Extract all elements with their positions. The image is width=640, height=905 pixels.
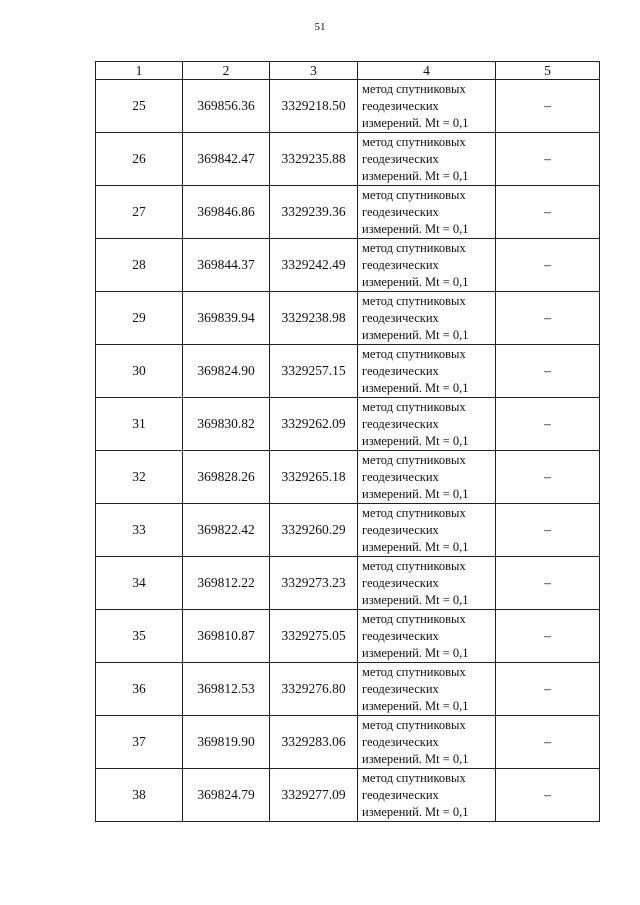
method-line: метод спутниковых — [362, 452, 466, 467]
table-row — [96, 133, 600, 186]
method-cell — [358, 610, 496, 663]
y-coordinate-cell: 3329265.18 — [270, 451, 358, 504]
method-line: метод спутниковых — [362, 717, 466, 732]
accuracy-dash-cell: – — [496, 716, 600, 769]
y-coordinate-cell: 3329262.09 — [270, 398, 358, 451]
y-coordinate-cell: 3329275.05 — [270, 610, 358, 663]
point-number-cell: 25 — [96, 80, 183, 133]
y-coordinate-cell: 3329218.50 — [270, 80, 358, 133]
method-cell — [358, 186, 496, 239]
accuracy-dash-cell: – — [496, 186, 600, 239]
table-row — [96, 663, 600, 716]
point-number-cell: 37 — [96, 716, 183, 769]
method-cell — [358, 663, 496, 716]
method-line: геодезических — [362, 257, 439, 272]
table-row — [96, 292, 600, 345]
x-coordinate-cell: 369839.94 — [183, 292, 270, 345]
point-number-cell: 38 — [96, 769, 183, 822]
method-line: метод спутниковых — [362, 770, 466, 785]
method-cell — [358, 504, 496, 557]
accuracy-dash-cell: – — [496, 504, 600, 557]
point-number-cell: 26 — [96, 133, 183, 186]
table-row — [96, 80, 600, 133]
x-coordinate-cell: 369812.22 — [183, 557, 270, 610]
table-row — [96, 716, 600, 769]
method-line: метод спутниковых — [362, 240, 466, 255]
method-line: измерений. Mt = 0,1 — [362, 168, 469, 183]
table-row — [96, 451, 600, 504]
accuracy-dash-cell: – — [496, 610, 600, 663]
y-coordinate-cell: 3329238.98 — [270, 292, 358, 345]
x-coordinate-cell: 369846.86 — [183, 186, 270, 239]
table-row — [96, 186, 600, 239]
method-line: геодезических — [362, 310, 439, 325]
method-line: измерений. Mt = 0,1 — [362, 592, 469, 607]
method-line: измерений. Mt = 0,1 — [362, 115, 469, 130]
x-coordinate-cell: 369844.37 — [183, 239, 270, 292]
x-coordinate-cell: 369824.79 — [183, 769, 270, 822]
table-row — [96, 769, 600, 822]
point-number-cell: 28 — [96, 239, 183, 292]
method-line: измерений. Mt = 0,1 — [362, 486, 469, 501]
y-coordinate-cell: 3329276.80 — [270, 663, 358, 716]
accuracy-dash-cell: – — [496, 398, 600, 451]
method-line: метод спутниковых — [362, 664, 466, 679]
accuracy-dash-cell: – — [496, 133, 600, 186]
point-number-cell: 29 — [96, 292, 183, 345]
x-coordinate-cell: 369828.26 — [183, 451, 270, 504]
x-coordinate-cell: 369856.36 — [183, 80, 270, 133]
method-line: метод спутниковых — [362, 558, 466, 573]
accuracy-dash-cell: – — [496, 345, 600, 398]
method-cell — [358, 292, 496, 345]
method-line: метод спутниковых — [362, 346, 466, 361]
coordinates-table — [95, 61, 600, 822]
y-coordinate-cell: 3329283.06 — [270, 716, 358, 769]
table-row — [96, 557, 600, 610]
accuracy-dash-cell: – — [496, 451, 600, 504]
method-line: геодезических — [362, 628, 439, 643]
x-coordinate-cell: 369824.90 — [183, 345, 270, 398]
method-line: геодезических — [362, 363, 439, 378]
accuracy-dash-cell: – — [496, 239, 600, 292]
method-cell — [358, 80, 496, 133]
method-cell — [358, 557, 496, 610]
method-line: измерений. Mt = 0,1 — [362, 645, 469, 660]
header-col-4: 4 — [358, 62, 496, 80]
method-line: геодезических — [362, 575, 439, 590]
y-coordinate-cell: 3329277.09 — [270, 769, 358, 822]
accuracy-dash-cell: – — [496, 769, 600, 822]
y-coordinate-cell: 3329257.15 — [270, 345, 358, 398]
method-line: метод спутниковых — [362, 611, 466, 626]
x-coordinate-cell: 369810.87 — [183, 610, 270, 663]
point-number-cell: 35 — [96, 610, 183, 663]
x-coordinate-cell: 369830.82 — [183, 398, 270, 451]
x-coordinate-cell: 369842.47 — [183, 133, 270, 186]
accuracy-dash-cell: – — [496, 80, 600, 133]
header-col-3: 3 — [270, 62, 358, 80]
method-line: измерений. Mt = 0,1 — [362, 274, 469, 289]
accuracy-dash-cell: – — [496, 663, 600, 716]
method-line: метод спутниковых — [362, 505, 466, 520]
method-cell — [358, 133, 496, 186]
method-line: геодезических — [362, 204, 439, 219]
header-col-2: 2 — [183, 62, 270, 80]
point-number-cell: 31 — [96, 398, 183, 451]
point-number-cell: 30 — [96, 345, 183, 398]
point-number-cell: 36 — [96, 663, 183, 716]
method-cell — [358, 451, 496, 504]
method-cell — [358, 769, 496, 822]
y-coordinate-cell: 3329260.29 — [270, 504, 358, 557]
method-line: метод спутниковых — [362, 81, 466, 96]
method-line: геодезических — [362, 787, 439, 802]
method-line: измерений. Mt = 0,1 — [362, 539, 469, 554]
method-line: геодезических — [362, 98, 439, 113]
y-coordinate-cell: 3329239.36 — [270, 186, 358, 239]
method-line: геодезических — [362, 734, 439, 749]
method-line: геодезических — [362, 469, 439, 484]
method-line: измерений. Mt = 0,1 — [362, 804, 469, 819]
accuracy-dash-cell: – — [496, 557, 600, 610]
x-coordinate-cell: 369819.90 — [183, 716, 270, 769]
method-cell — [358, 716, 496, 769]
method-line: геодезических — [362, 416, 439, 431]
y-coordinate-cell: 3329273.23 — [270, 557, 358, 610]
header-col-5: 5 — [496, 62, 600, 80]
point-number-cell: 27 — [96, 186, 183, 239]
method-line: измерений. Mt = 0,1 — [362, 221, 469, 236]
table-row — [96, 398, 600, 451]
method-line: метод спутниковых — [362, 134, 466, 149]
point-number-cell: 34 — [96, 557, 183, 610]
accuracy-dash-cell: – — [496, 292, 600, 345]
table-row — [96, 239, 600, 292]
method-line: измерений. Mt = 0,1 — [362, 751, 469, 766]
method-line: геодезических — [362, 522, 439, 537]
table-row — [96, 504, 600, 557]
method-line: метод спутниковых — [362, 399, 466, 414]
method-line: измерений. Mt = 0,1 — [362, 433, 469, 448]
table-body — [96, 80, 600, 822]
method-cell — [358, 345, 496, 398]
method-line: измерений. Mt = 0,1 — [362, 380, 469, 395]
point-number-cell: 32 — [96, 451, 183, 504]
method-cell — [358, 239, 496, 292]
point-number-cell: 33 — [96, 504, 183, 557]
method-line: геодезических — [362, 151, 439, 166]
x-coordinate-cell: 369822.42 — [183, 504, 270, 557]
method-line: метод спутниковых — [362, 187, 466, 202]
method-line: измерений. Mt = 0,1 — [362, 698, 469, 713]
method-line: измерений. Mt = 0,1 — [362, 327, 469, 342]
table-row — [96, 610, 600, 663]
x-coordinate-cell: 369812.53 — [183, 663, 270, 716]
table-row — [96, 345, 600, 398]
method-cell — [358, 398, 496, 451]
y-coordinate-cell: 3329242.49 — [270, 239, 358, 292]
method-line: геодезических — [362, 681, 439, 696]
table-header-row — [96, 62, 600, 80]
page-number: 51 — [314, 21, 326, 33]
y-coordinate-cell: 3329235.88 — [270, 133, 358, 186]
method-line: метод спутниковых — [362, 293, 466, 308]
header-col-1: 1 — [96, 62, 183, 80]
